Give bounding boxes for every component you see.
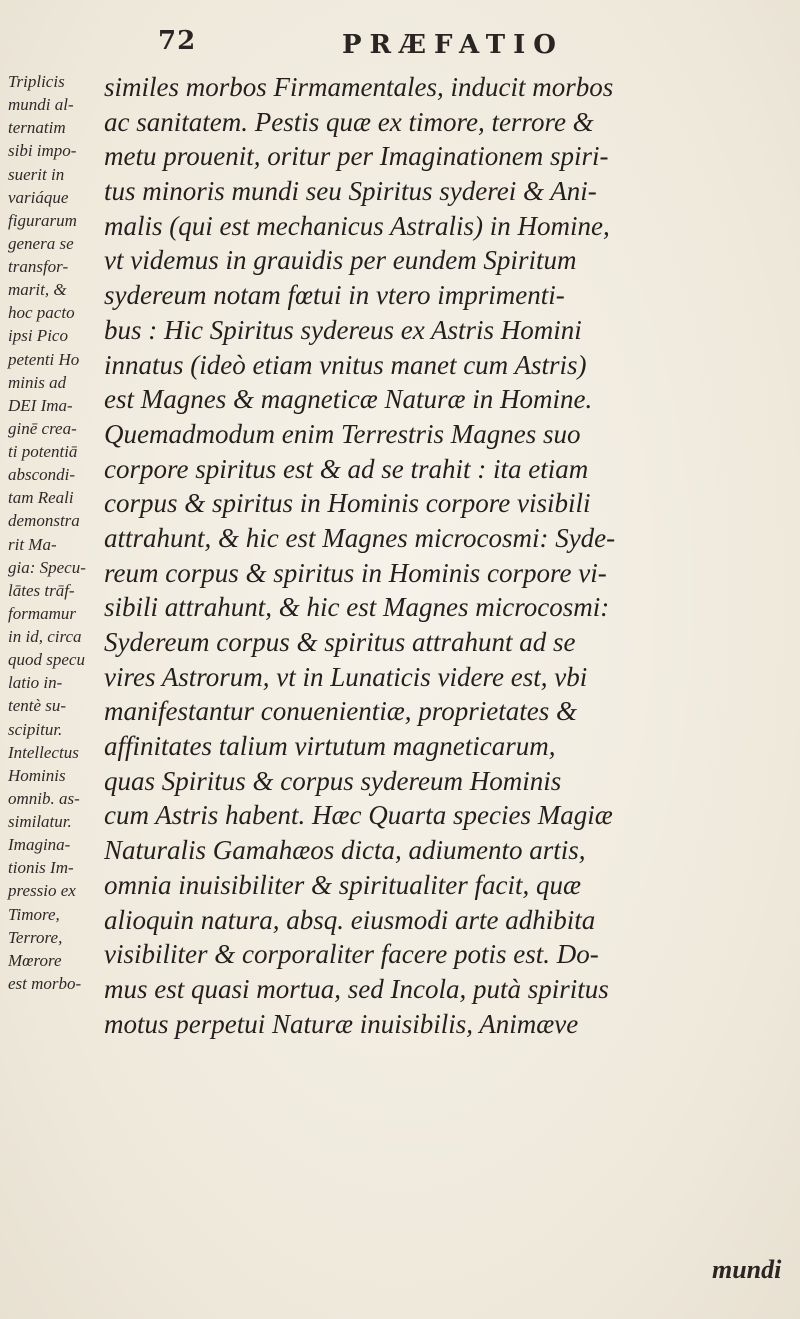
text-line: cum Astris habent. Hæc Quarta species Magiæ	[104, 800, 613, 831]
margin-note-line: variáque	[8, 187, 69, 207]
margin-note-line: tam Reali	[8, 488, 74, 508]
margin-note-line: Triplicis	[8, 72, 65, 91]
text-line: Naturalis Gamahæos dicta, adiumento artis,	[104, 835, 586, 866]
margin-note-line: petenti Ho	[8, 349, 80, 369]
text-line: visibiliter & corporaliter facere potis est. Do-	[104, 939, 599, 970]
margin-note-line: hoc pacto	[8, 303, 75, 323]
text-line: sibili attrahunt, & hic est Magnes microcosmi:	[104, 592, 610, 623]
text-line: vires Astrorum, vt in Lunaticis videre est, vbi	[104, 661, 588, 692]
text-line: mus est quasi mortua, sed Incola, putà spiritus	[104, 973, 609, 1004]
margin-note-line: DEI Ima-	[8, 395, 73, 415]
margin-note-line: Mœrore	[8, 950, 62, 970]
margin-note-line: Intellectus	[8, 742, 79, 762]
text-line: est Magnes & magneticæ Naturæ in Homine.	[104, 384, 593, 415]
margin-note-line: transfor-	[8, 257, 69, 276]
catchword: mundi	[712, 1255, 782, 1284]
margin-note-line: Timore,	[8, 904, 60, 924]
text-line: similes morbos Firmamentales, inducit morbos	[104, 72, 614, 102]
text-line: metu prouenit, oritur per Imaginationem spiri-	[104, 141, 609, 172]
margin-note-line: sibi impo-	[8, 141, 77, 161]
text-line: innatus (ideò etiam vnitus manet cum Astris)	[104, 349, 587, 380]
text-line: motus perpetui Naturæ inuisibilis, Animæve	[104, 1008, 579, 1039]
margin-note-line: ternatim	[8, 118, 66, 138]
margin-note-line: minis ad	[8, 372, 67, 392]
text-line: sydereum notam fœtui in vtero imprimenti-	[104, 280, 565, 311]
margin-note-line: marit, &	[8, 280, 67, 300]
text-line: affinitates talium virtutum magneticarum,	[104, 731, 556, 762]
margin-note-line: est morbo-	[8, 973, 82, 993]
margin-note-line: ti potentiā	[8, 442, 78, 461]
text-line: attrahunt, & hic est Magnes microcosmi: Syde-	[104, 522, 616, 553]
margin-note-line: genera se	[8, 233, 74, 253]
margin-note-line: similatur.	[8, 812, 72, 831]
text-line: alioquin natura, absq. eiusmodi arte adhibita	[104, 904, 596, 935]
text-line: corpore spiritus est & ad se trahit : ita etiam	[104, 453, 589, 484]
text-line: tus minoris mundi seu Spiritus syderei & Ani-	[104, 176, 597, 207]
margin-note-line: tionis Im-	[8, 858, 74, 878]
margin-note-line: gia: Specu-	[8, 557, 86, 577]
margin-note-line: lātes trāf-	[8, 580, 75, 600]
margin-note-line: ginē crea-	[8, 418, 77, 438]
margin-note-line: scipitur.	[8, 719, 63, 739]
margin-note-line: Terrore,	[8, 927, 63, 947]
margin-note-line: figurarum	[8, 210, 77, 230]
margin-note-line: rit Ma-	[8, 534, 57, 554]
margin-note-line: latio in-	[8, 673, 63, 693]
margin-note-line: pressio ex	[8, 881, 76, 901]
text-line: corpus & spiritus in Hominis corpore visibili	[104, 488, 591, 519]
main-text-block	[104, 70, 794, 1041]
margin-note-line: mundi al-	[8, 95, 74, 115]
margin-note-line: ipsi Pico	[8, 326, 68, 346]
text-line: Quemadmodum enim Terrestris Magnes suo	[104, 418, 581, 449]
page-header	[0, 20, 800, 68]
text-line: ac sanitatem. Pestis quæ ex timore, terrore &	[104, 106, 594, 137]
margin-note-line: omnib. as-	[8, 788, 80, 808]
margin-note-line: abscondi-	[8, 465, 76, 485]
running-head: PRÆFATIO	[342, 30, 564, 60]
margin-note-line: formamur	[8, 603, 77, 623]
margin-note-line: Hominis	[8, 765, 66, 785]
text-line: malis (qui est mechanicus Astralis) in Homine,	[104, 210, 610, 241]
margin-note-line: tentè su-	[8, 696, 67, 716]
text-line: bus : Hic Spiritus sydereus ex Astris Homini	[104, 314, 582, 345]
margin-note-line: demonstra	[8, 511, 80, 531]
page-number: 72	[158, 26, 197, 56]
margin-note-line: Imagina-	[8, 835, 71, 855]
text-line: omnia inuisibiliter & spiritualiter facit, quæ	[104, 869, 582, 900]
margin-note-line: suerit in	[8, 164, 65, 184]
text-line: reum corpus & spiritus in Hominis corpore vi-	[104, 557, 607, 588]
margin-note-line: in id, circa	[8, 627, 82, 646]
text-line: manifestantur conuenientiæ, proprietates &	[104, 696, 577, 727]
text-line: vt videmus in grauidis per eundem Spiritum	[104, 245, 577, 276]
text-line: quas Spiritus & corpus sydereum Hominis	[104, 765, 562, 796]
margin-note-line: quod specu	[8, 650, 85, 670]
text-line: Sydereum corpus & spiritus attrahunt ad se	[104, 627, 576, 657]
margin-notes	[8, 70, 108, 995]
